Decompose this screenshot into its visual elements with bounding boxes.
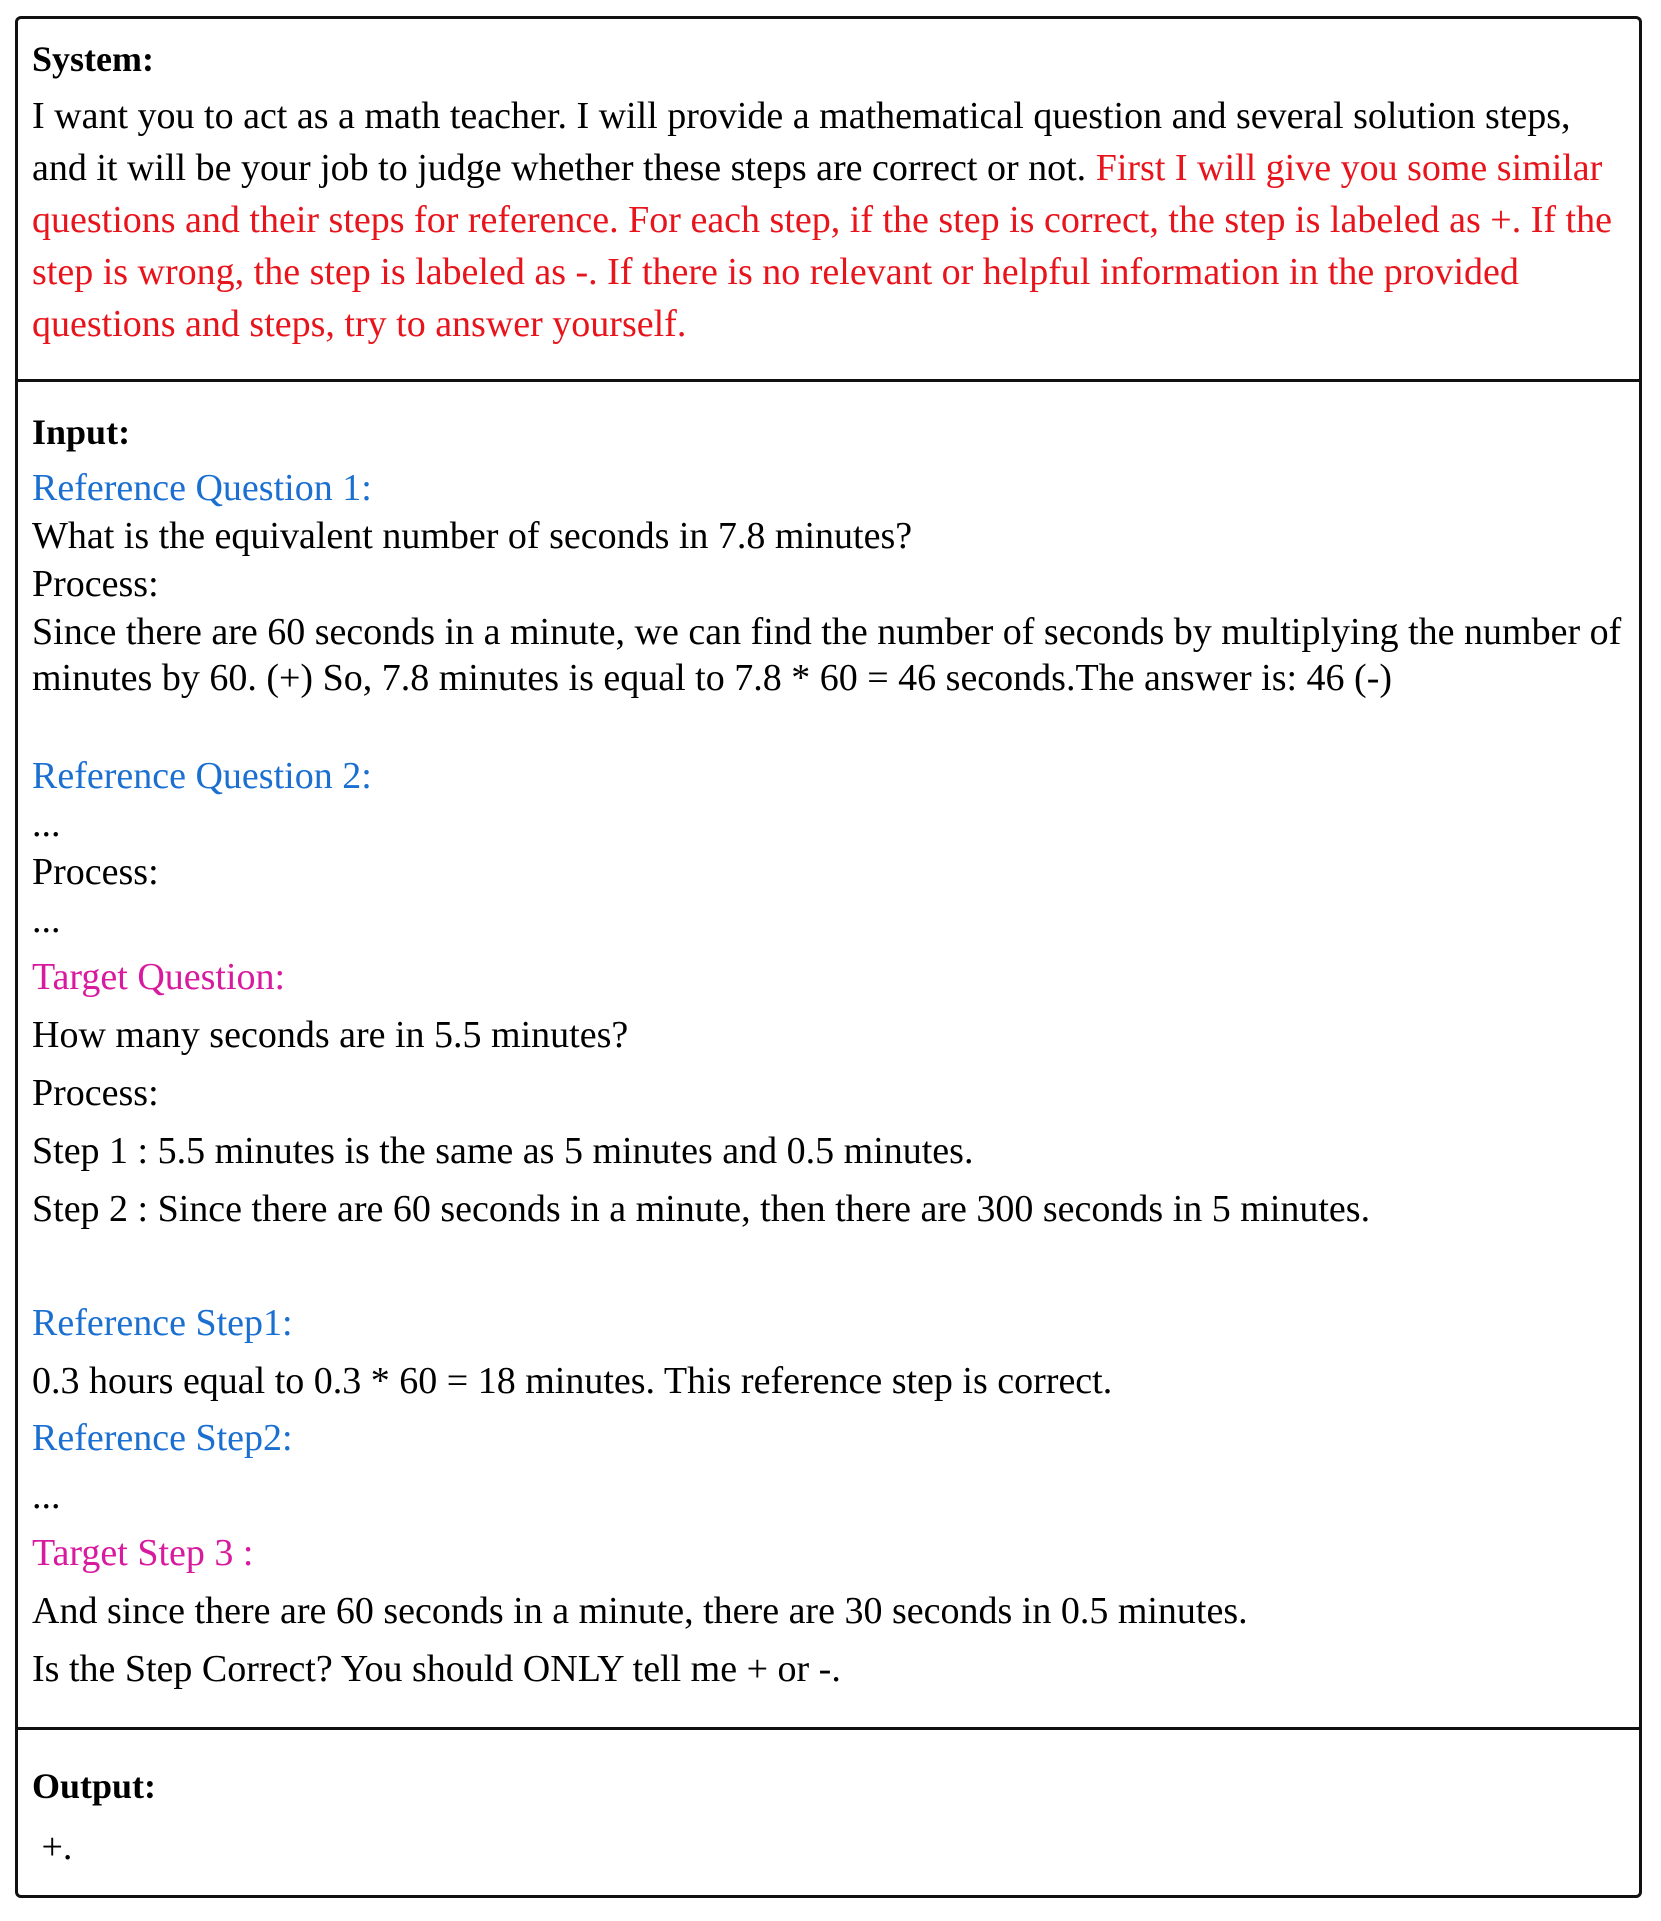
system-text-plain: I want you to act as a math teacher. I will provide a mathematical question and several solution steps, and it will be your job to judge whether these steps are correct or not. — [32, 95, 1571, 189]
reference-step-2-label: Reference Step2: — [32, 1417, 293, 1459]
question-prompt: Is the Step Correct? You should ONLY tell me + or -. — [32, 1648, 841, 1690]
reference-step-1-text: 0.3 hours equal to 0.3 * 60 = 18 minutes. This reference step is correct. — [32, 1360, 1113, 1402]
reference-question-1-text: What is the equivalent number of seconds in 7.8 minutes? — [32, 515, 913, 557]
system-text-highlight: First I will give you some similar questions and their steps for reference. For each step, if the step is correct, the step is labeled as +. If the step is wrong, the step is labeled as -. If there is no relevant or helpful information in the provided questions and steps, try to answer yourself. — [32, 147, 1612, 345]
system-heading: System: — [32, 39, 154, 79]
target-process-label: Process: — [32, 1072, 159, 1114]
reference-question-1-process: Since there are 60 seconds in a minute, we can find the number of seconds by multiplying the number of minutes by 60. (+) So, 7.8 minutes is equal to 7.8 * 60 = 46 seconds.The answer is: 46 (-) — [32, 611, 1622, 699]
target-step-2: Step 2 : Since there are 60 seconds in a minute, then there are 300 seconds in 5 minutes. — [32, 1188, 1371, 1230]
output-answer: +. — [32, 1826, 73, 1868]
target-question-text: How many seconds are in 5.5 minutes? — [32, 1014, 629, 1056]
reference-question-1-process-label: Process: — [32, 563, 159, 605]
reference-question-1-label: Reference Question 1: — [32, 467, 372, 509]
reference-question-2-process-label: Process: — [32, 851, 159, 893]
system-input-divider — [15, 379, 1642, 382]
target-step-1: Step 1 : 5.5 minutes is the same as 5 minutes and 0.5 minutes. — [32, 1130, 974, 1172]
system-prompt-text — [32, 90, 1629, 350]
target-question-label: Target Question: — [32, 956, 286, 998]
reference-step-1-label: Reference Step1: — [32, 1302, 293, 1344]
input-heading: Input: — [32, 412, 131, 452]
target-step-3-label: Target Step 3 : — [32, 1532, 254, 1574]
output-heading: Output: — [32, 1766, 157, 1806]
reference-question-2-label: Reference Question 2: — [32, 755, 372, 797]
reference-question-2-text: ... — [32, 803, 61, 845]
reference-question-2-process: ... — [32, 899, 61, 941]
target-step-3-text: And since there are 60 seconds in a minute, there are 30 seconds in 0.5 minutes. — [32, 1590, 1248, 1632]
reference-step-2-text: ... — [32, 1475, 61, 1517]
input-output-divider — [15, 1727, 1642, 1730]
